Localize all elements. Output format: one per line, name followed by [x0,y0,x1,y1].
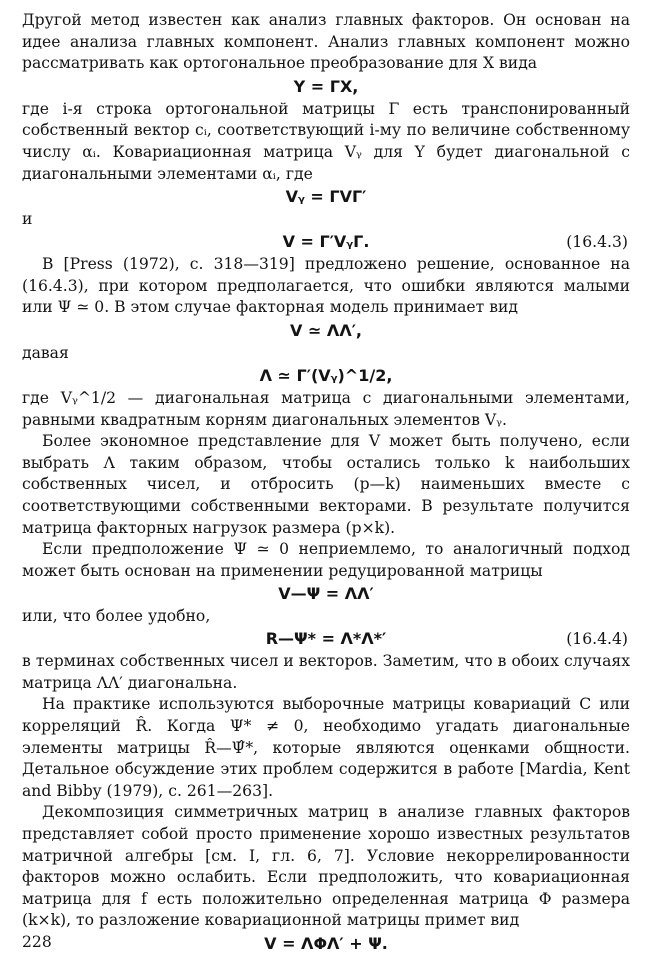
equation-6: V—Ψ = ΛΛ′ [278,584,374,604]
equation-16-4-4 [22,627,630,651]
equation-2: Vᵧ = ΓVΓ′ [285,187,367,207]
equation-body: R—Ψ* = Λ*Λ*′ [265,629,387,649]
word-giving: давая [22,343,69,362]
page-number: 228 [22,933,52,951]
phrase-or-more-convenient: или, что более удобно, [22,607,211,626]
paragraph-7: в терминах собственных чисел и векторов. Заметим, что в обоих случаях матрица ΛΛ′ диагональна. [22,652,630,692]
page-body [22,10,630,956]
word-and: и [22,210,33,229]
paragraph-5: Более экономное представление для V может быть получено, если выбрать Λ таким образом, чтобы остались только k наибольших собственных чисел, и отбросить (p—k) наименьших вместе с соответствующими собственными векторами. В результате получится матрица факторных нагрузок размера (p×k). [22,432,630,537]
paragraph-2: где i-я строка ортогональной матрицы Γ есть транспонированный собственный вектор cᵢ, соответствующий i-му по величине собственному числу αᵢ. Ковариационная матрица Vᵧ для Y будет диагональной с диагональными элементами αᵢ, где [22,99,630,183]
paragraph-9: Декомпозиция симметричных матриц в анализе главных факторов представляет собой просто применение хорошо известных результатов матричной алгебры [см. I, гл. 6, 7]. Условие некоррелированности факторов можно ослабить. Если предположить, что ковариационная матрица для f есть положительно определенная матрица Φ размера (k×k), то разложение ковариационной матрицы примет вид [22,803,630,930]
equation-16-4-3 [22,230,630,254]
equation-8: V = ΛΦΛ′ + Ψ. [264,934,388,953]
equation-body: V = Γ′VᵧΓ. [282,232,370,252]
paragraph-3: В [Press (1972), с. 318—319] предложено решение, основанное на (16.4.3), при котором предполагается, что ошибки являются малыми или Ψ ≃ 0. В этом случае факторная модель принимает вид [22,255,630,317]
paragraph-1: Другой метод известен как анализ главных факторов. Он основан на идее анализа главных компонент. Анализ главных компонент можно рассматривать как ортогональное преобразование для X вида [22,11,630,73]
equation-number: (16.4.3) [566,233,628,252]
paragraph-4: где Vᵧ^1/2 — диагональная матрица с диагональными элементами, равными квадратным корням диагональных элементов Vᵧ. [22,388,630,429]
paragraph-8: На практике используются выборочные матрицы ковариаций C или корреляций R̂. Когда Ψ* ≠ 0, необходимо угадать диагональные элементы матрицы R̂—Ψ̂*, которые являются оценками общности. Детальное обсуждение этих проблем содержится в работе [Mardia, Kent and Bibby (1979), с. 261—263]. [22,695,630,800]
equation-4: V ≃ ΛΛ′, [290,320,362,340]
equation-5: Λ ≃ Γ′(Vᵧ)^1/2, [259,365,393,385]
equation-number: (16.4.4) [566,630,628,649]
paragraph-6: Если предположение Ψ ≃ 0 неприемлемо, то аналогичный подход может быть основан на применении редуцированной матрицы [22,540,630,580]
equation-1: Y = ΓX, [293,76,359,96]
